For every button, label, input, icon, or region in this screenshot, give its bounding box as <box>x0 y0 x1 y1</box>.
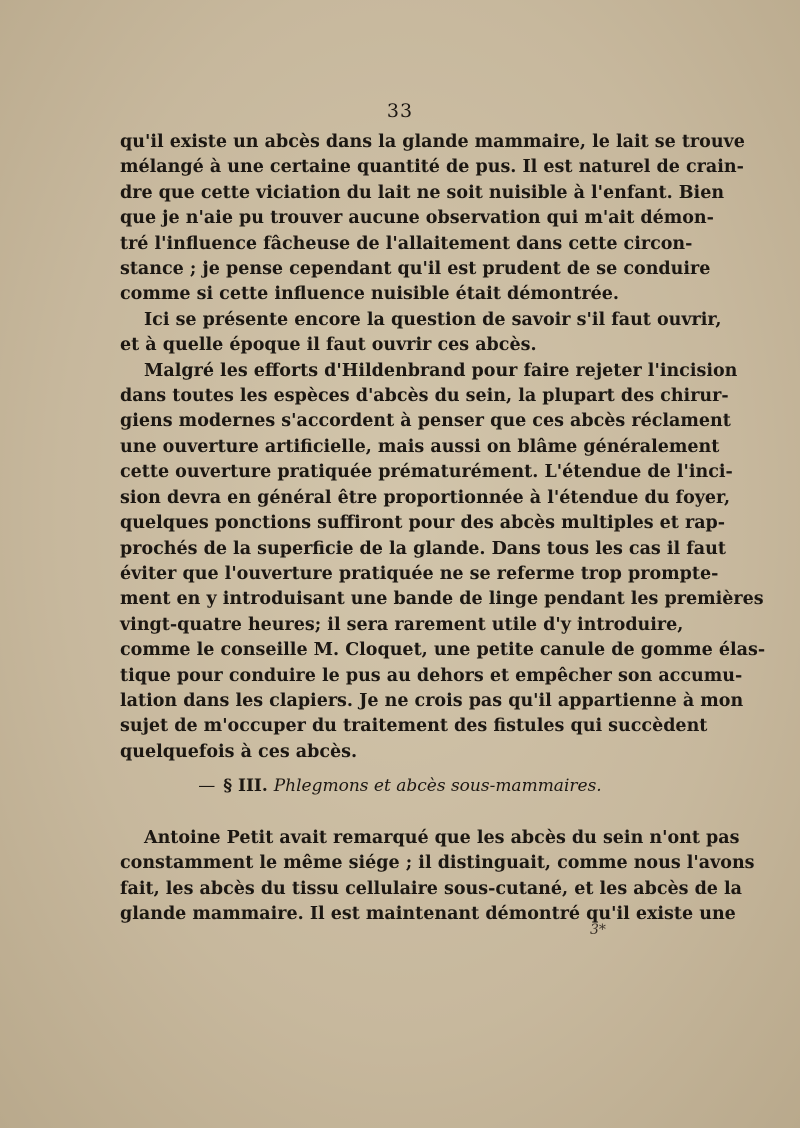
text-line: glande mammaire. Il est maintenant démontré qu'il existe une <box>120 904 736 925</box>
text-line: prochés de la superficie de la glande. Dans tous les cas il faut <box>120 538 726 559</box>
final-text <box>120 826 755 928</box>
heading-dash: — <box>198 776 216 796</box>
text-line: cette ouverture pratiquée prématurément. L'étendue de l'inci- <box>120 462 733 483</box>
text-line: dre que cette viciation du lait ne soit nuisible à l'enfant. Bien <box>120 182 725 203</box>
text-line: Antoine Petit avait remarqué que les abcès du sein n'ont pas <box>144 828 740 848</box>
body-text <box>120 130 766 765</box>
text-line: vingt-quatre heures; il sera rarement utile d'y introduire, <box>120 614 684 635</box>
text-line: lation dans les clapiers. Je ne crois pas qu'il appartienne à mon <box>120 690 744 711</box>
page-number: 33 <box>386 100 414 122</box>
text-line: constamment le même siége ; il distinguait, comme nous l'avons <box>120 853 755 874</box>
text-line: ment en y introduisant une bande de linge pendant les premières <box>120 589 764 610</box>
text-line: une ouverture artificielle, mais aussi on blâme généralement <box>120 436 720 457</box>
text-line: quelquefois à ces abcès. <box>120 741 358 762</box>
text-line: que je n'aie pu trouver aucune observation qui m'ait démon- <box>120 208 714 229</box>
text-line: éviter que l'ouverture pratiquée ne se referme trop prompte- <box>120 563 719 584</box>
section-heading <box>0 776 800 796</box>
text-line: quelques ponctions suffiront pour des abcès multiples et rap- <box>120 513 726 534</box>
paragraph-2 <box>120 308 722 359</box>
text-line: et à quelle époque il faut ouvrir ces abcès. <box>120 335 537 356</box>
paragraph-4 <box>120 826 755 928</box>
signature-mark: 3* <box>590 922 606 938</box>
text-line: Ici se présente encore la question de savoir s'il faut ouvrir, <box>144 309 722 330</box>
section-number: § III. <box>223 776 268 796</box>
text-line: dans toutes les espèces d'abcès du sein, la plupart des chirur- <box>120 386 729 407</box>
paragraph-3 <box>120 359 766 766</box>
text-line: tré l'influence fâcheuse de l'allaitement dans cette circon- <box>120 233 693 254</box>
section-title: Phlegmons et abcès sous-mammaires. <box>273 776 602 796</box>
text-line: sion devra en général être proportionnée à l'étendue du foyer, <box>120 487 731 508</box>
text-line: comme le conseille M. Cloquet, une petite canule de gomme élas- <box>120 640 766 661</box>
text-line: mélangé à une certaine quantité de pus. Il est naturel de crain- <box>120 157 744 178</box>
text-line: giens modernes s'accordent à penser que ces abcès réclament <box>120 411 731 432</box>
text-line: tique pour conduire le pus au dehors et empêcher son accumu- <box>120 665 743 686</box>
text-line: sujet de m'occuper du traitement des fistules qui succèdent <box>120 716 708 737</box>
text-line: Malgré les efforts d'Hildenbrand pour faire rejeter l'incision <box>144 360 738 381</box>
paragraph-1 <box>120 130 745 308</box>
text-line: comme si cette influence nuisible était démontrée. <box>120 284 619 305</box>
text-line: qu'il existe un abcès dans la glande mammaire, le lait se trouve <box>120 132 745 152</box>
text-line: stance ; je pense cependant qu'il est prudent de se conduire <box>120 259 711 280</box>
text-line: fait, les abcès du tissu cellulaire sous-cutané, et les abcès de la <box>120 878 743 899</box>
